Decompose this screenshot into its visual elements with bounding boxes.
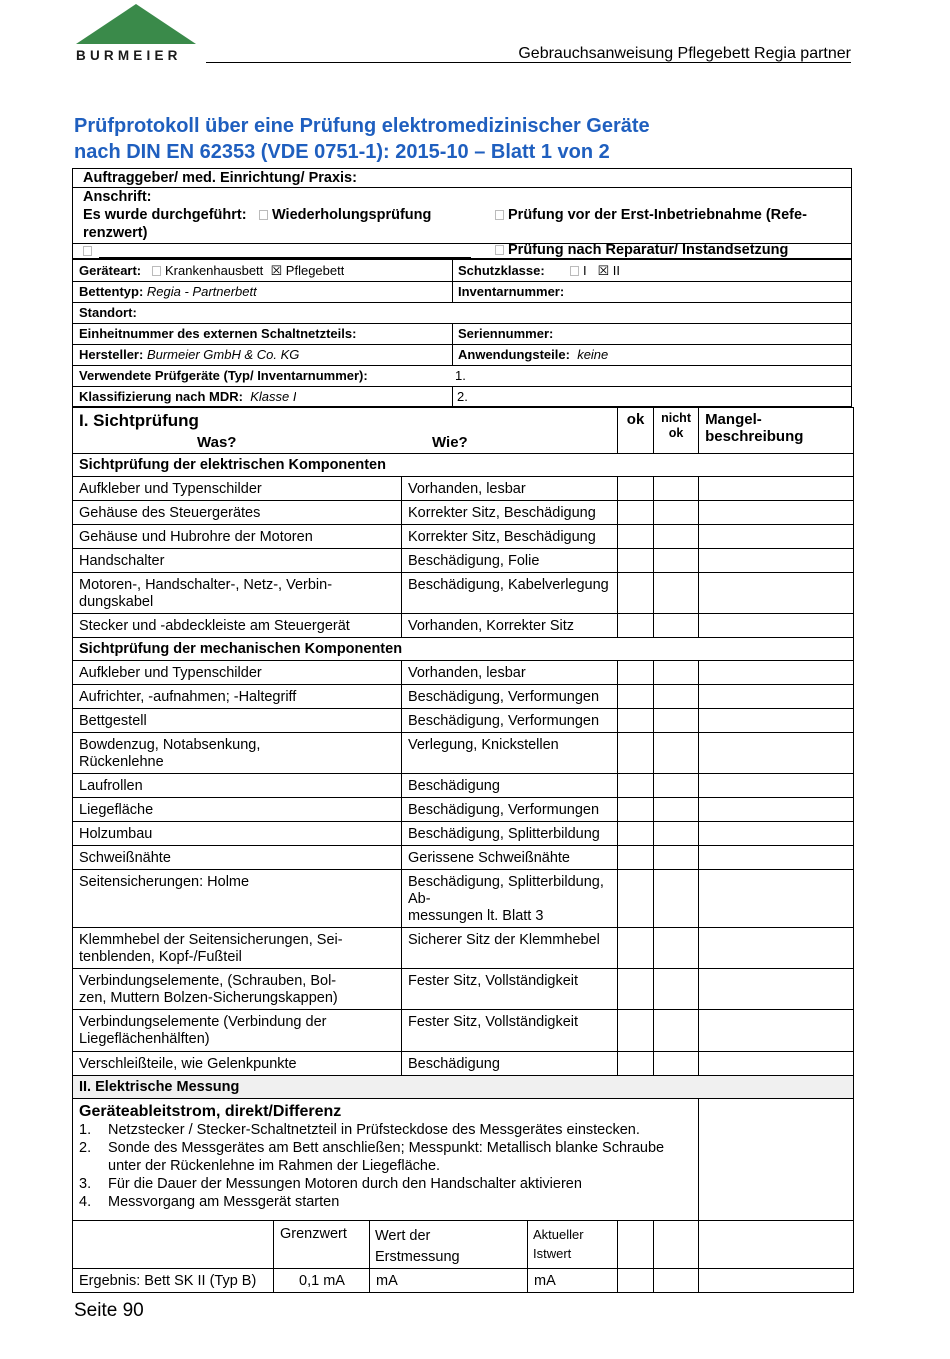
table-row [73,774,854,798]
standort-label: Standort: [79,305,137,320]
table-row [73,614,854,638]
ok-cell[interactable] [618,477,654,501]
result-istwert[interactable]: mA [528,1269,618,1293]
klassifizierung-field: Klassifizierung nach MDR: Klasse I [79,389,297,404]
inventarnummer-label: Inventarnummer: [458,284,565,299]
device-block [72,259,852,407]
inspection-table [72,407,854,1293]
wie-cell: Vorhanden, lesbar [402,661,618,685]
pruefgeraete-label: Verwendete Prüfgeräte (Typ/ Inventarnummer): [79,368,368,383]
was-cell: Handschalter [73,549,402,573]
einheitnummer-label: Einheitnummer des externen Schaltnetzteils: [79,326,357,341]
ok-cell[interactable] [618,928,654,969]
measurement-subtitle: Geräteableitstrom, direkt/Differenz [79,1103,342,1120]
wie-cell: Verlegung, Knickstellen [402,733,618,774]
measurement-label-header [73,1221,274,1269]
wie-cell: Beschädigung [402,774,618,798]
ok-cell[interactable] [618,798,654,822]
document-title-line2: nach DIN EN 62353 (VDE 0751-1): 2015-10 – Blatt 1 von 2 [74,141,610,163]
measurement-instructions-row [73,1099,854,1221]
mangel-cell[interactable] [699,774,854,798]
column-grenzwert: Grenzwert [274,1221,370,1269]
was-cell: Schweißnähte [73,846,402,870]
header-title: Gebrauchsanweisung Pflegebett Regia partner [518,45,851,62]
wie-cell: Vorhanden, lesbar [402,477,618,501]
measurement-header-row [73,1221,854,1269]
measurement-result-row [73,1269,854,1293]
anwendungsteile-field: Anwendungsteile: keine [458,347,609,362]
wie-cell: Beschädigung, Splitterbildung, Ab- messungen lt. Blatt 3 [402,870,618,928]
wie-cell: Vorhanden, Korrekter Sitz [402,614,618,638]
auftraggeber-label: Auftraggeber/ med. Einrichtung/ Praxis: [83,170,357,186]
nicht-ok-cell[interactable] [654,774,699,798]
ok-cell[interactable] [618,1010,654,1052]
wie-cell: Beschädigung, Kabelverlegung [402,573,618,614]
burmeier-logo [74,4,198,62]
nicht-ok-cell[interactable] [654,661,699,685]
section-row [73,1076,854,1099]
checkbox-checked-icon[interactable]: ☒ [597,263,610,278]
was-cell: Verbindungselemente, (Schrauben, Bol- zen, Muttern Bolzen-Sicherungskappen) [73,969,402,1010]
sichtpruefung-title: I. Sichtprüfung [79,411,199,430]
nicht-ok-cell[interactable] [654,870,699,928]
nicht-ok-cell[interactable] [654,1010,699,1052]
ok-cell[interactable] [618,525,654,549]
option-wiederholung[interactable]: Wiederholungsprüfung [259,207,431,223]
ok-cell[interactable] [618,661,654,685]
ok-cell[interactable] [618,870,654,928]
result-grenzwert: 0,1 mA [274,1269,370,1293]
column-istwert: Aktueller Istwert [528,1221,618,1269]
checkbox-icon[interactable] [259,210,268,220]
sichtpruefung-header-row [73,408,854,454]
table-row [73,709,854,733]
section-mechanisch-title: Sichtprüfung der mechanischen Komponenten [73,638,854,661]
instruction-step: 3. Für die Dauer der Messungen Motoren durch den Handschalter aktivieren [79,1176,582,1192]
page-number: Seite 90 [74,1300,144,1321]
ok-cell[interactable] [618,709,654,733]
mangel-cell[interactable] [699,846,854,870]
ok-cell[interactable] [618,774,654,798]
mangel-cell[interactable] [699,822,854,846]
mangel-cell[interactable] [699,1010,854,1052]
table-row [73,477,854,501]
column-nicht-ok: nicht ok [654,408,699,454]
instruction-step: 1. Netzstecker / Stecker-Schaltnetzteil in Prüfsteckdose des Messgerätes einstecken. [79,1122,640,1138]
ok-cell[interactable] [618,1269,654,1293]
column-was: Was? [197,434,237,451]
table-row [73,661,854,685]
column-wie: Wie? [432,434,468,451]
table-row [73,969,854,1010]
table-row [73,525,854,549]
wie-cell: Beschädigung, Splitterbildung [402,822,618,846]
ok-cell[interactable] [618,614,654,638]
nicht-ok-cell[interactable] [654,1052,699,1076]
measurement-instructions [73,1099,699,1221]
nicht-ok-cell[interactable] [654,573,699,614]
pruefgeraet-2: 2. [457,389,468,404]
header-rule [206,62,851,63]
mangel-cell[interactable] [699,1221,854,1269]
mangel-cell[interactable] [699,870,854,928]
ok-cell[interactable] [618,969,654,1010]
mangel-cell[interactable] [699,525,854,549]
checkbox-icon[interactable] [152,266,161,276]
checkbox-icon[interactable] [83,246,92,256]
table-row [73,733,854,774]
option-other[interactable] [83,243,96,259]
mangel-cell[interactable] [699,798,854,822]
seriennummer-label: Seriennummer: [458,326,554,341]
was-cell: Klemmhebel der Seitensicherungen, Sei- tenblenden, Kopf-/Fußteil [73,928,402,969]
mangel-cell[interactable] [699,969,854,1010]
document-title-line1: Prüfprotokoll über eine Prüfung elektromedizinischer Geräte [74,115,650,137]
ok-cell[interactable] [618,846,654,870]
table-row [73,1010,854,1052]
was-cell: Holzumbau [73,822,402,846]
was-cell: Seitensicherungen: Holme [73,870,402,928]
table-row [73,1052,854,1076]
table-row [73,870,854,928]
checkbox-icon[interactable] [495,210,504,220]
mangel-cell[interactable] [699,709,854,733]
ok-cell[interactable] [618,549,654,573]
nicht-ok-cell[interactable] [654,549,699,573]
was-cell: Aufkleber und Typenschilder [73,477,402,501]
was-cell: Bowdenzug, Notabsenkung, Rückenlehne [73,733,402,774]
checkbox-checked-icon[interactable]: ☒ [270,263,283,278]
bettentyp-field: Bettentyp: Regia - Partnerbett [79,284,257,299]
instruction-step: 2. Sonde des Messgerätes am Bett anschließen; Messpunkt: Metallisch blanke Schraube unter der Rückenlehne im Rahmen der Liegefläche. [79,1140,665,1174]
nicht-ok-cell[interactable] [654,1221,699,1269]
wie-cell: Beschädigung, Folie [402,549,618,573]
option-reparatur[interactable]: Prüfung nach Reparatur/ Instandsetzung [495,242,788,258]
mangel-cell[interactable] [699,1099,854,1221]
was-cell: Laufrollen [73,774,402,798]
checkbox-icon[interactable] [495,245,504,255]
column-ok: ok [618,408,654,454]
pruefgeraet-1: 1. [455,368,466,383]
client-block [72,168,852,259]
was-cell: Liegefläche [73,798,402,822]
table-row [73,928,854,969]
wie-cell: Beschädigung, Verformungen [402,709,618,733]
mangel-cell[interactable] [699,614,854,638]
wie-cell: Beschädigung [402,1052,618,1076]
section-elektrisch-title: Sichtprüfung der elektrischen Komponenten [73,454,854,477]
nicht-ok-cell[interactable] [654,525,699,549]
table-row [73,573,854,614]
anschrift-label: Anschrift: [83,189,152,205]
table-row [73,822,854,846]
other-fill-line[interactable] [99,257,471,258]
nicht-ok-cell[interactable] [654,846,699,870]
section-row [73,454,854,477]
was-cell: Aufrichter, -aufnahmen; -Haltegriff [73,685,402,709]
mangel-cell[interactable] [699,501,854,525]
ok-cell[interactable] [618,685,654,709]
ok-cell[interactable] [618,1052,654,1076]
was-cell: Gehäuse und Hubrohre der Motoren [73,525,402,549]
wie-cell: Fester Sitz, Vollständigkeit [402,1010,618,1052]
was-cell: Bettgestell [73,709,402,733]
wie-cell: Beschädigung, Verformungen [402,798,618,822]
option-erst-inbetriebnahme-cont: renzwert) [83,225,148,241]
wie-cell: Gerissene Schweißnähte [402,846,618,870]
was-cell: Aufkleber und Typenschilder [73,661,402,685]
nicht-ok-cell[interactable] [654,969,699,1010]
section-elektrische-messung-title: II. Elektrische Messung [73,1076,854,1099]
was-cell: Stecker und -abdeckleiste am Steuergerät [73,614,402,638]
ok-cell[interactable] [618,573,654,614]
nicht-ok-cell[interactable] [654,501,699,525]
mangel-cell[interactable] [699,573,854,614]
was-cell: Gehäuse des Steuergerätes [73,501,402,525]
nicht-ok-cell[interactable] [654,1269,699,1293]
option-erst-inbetriebnahme[interactable]: Prüfung vor der Erst-Inbetriebnahme (Refe- [495,207,807,223]
nicht-ok-cell[interactable] [654,822,699,846]
table-row [73,846,854,870]
wie-cell: Beschädigung, Verformungen [402,685,618,709]
geraeteart-field: Geräteart: Krankenhausbett ☒ Pflegebett [79,263,345,278]
was-cell: Verbindungselemente (Verbindung der Liegeflächenhälften) [73,1010,402,1052]
hersteller-field: Hersteller: Burmeier GmbH & Co. KG [79,347,300,362]
table-row [73,549,854,573]
nicht-ok-cell[interactable] [654,733,699,774]
mangel-cell[interactable] [699,685,854,709]
instruction-step: 4. Messvorgang am Messgerät starten [79,1194,340,1210]
ok-cell[interactable] [618,733,654,774]
durchgefuehrt-label: Es wurde durchgeführt: [83,207,247,223]
ok-cell[interactable] [618,1221,654,1269]
was-cell: Verschleißteile, wie Gelenkpunkte [73,1052,402,1076]
logo-text: BURMEIER [76,48,182,63]
table-row [73,685,854,709]
checkbox-icon[interactable] [570,266,579,276]
was-cell: Motoren-, Handschalter-, Netz-, Verbin- dungskabel [73,573,402,614]
column-erstmessung: Wert der Erstmessung [370,1221,528,1269]
ok-cell[interactable] [618,822,654,846]
result-erstmessung[interactable]: mA [370,1269,528,1293]
mangel-cell[interactable] [699,733,854,774]
table-row [73,501,854,525]
nicht-ok-cell[interactable] [654,798,699,822]
roof-logo-icon [76,4,196,44]
nicht-ok-cell[interactable] [654,477,699,501]
schutzklasse-field: Schutzklasse: I ☒ II [458,263,620,278]
wie-cell: Korrekter Sitz, Beschädigung [402,525,618,549]
sichtpruefung-title-cell [73,408,618,454]
document-title [74,113,650,165]
table-row [73,798,854,822]
column-mangelbeschreibung: Mangel- beschreibung [699,408,854,454]
mangel-cell[interactable] [699,928,854,969]
mangel-cell[interactable] [699,1052,854,1076]
mangel-cell[interactable] [699,1269,854,1293]
nicht-ok-cell[interactable] [654,685,699,709]
result-label: Ergebnis: Bett SK II (Typ B) [73,1269,274,1293]
ok-cell[interactable] [618,501,654,525]
section-row [73,638,854,661]
mangel-cell[interactable] [699,549,854,573]
nicht-ok-cell[interactable] [654,614,699,638]
wie-cell: Sicherer Sitz der Klemmhebel [402,928,618,969]
mangel-cell[interactable] [699,661,854,685]
wie-cell: Korrekter Sitz, Beschädigung [402,501,618,525]
wie-cell: Fester Sitz, Vollständigkeit [402,969,618,1010]
nicht-ok-cell[interactable] [654,709,699,733]
mangel-cell[interactable] [699,477,854,501]
nicht-ok-cell[interactable] [654,928,699,969]
